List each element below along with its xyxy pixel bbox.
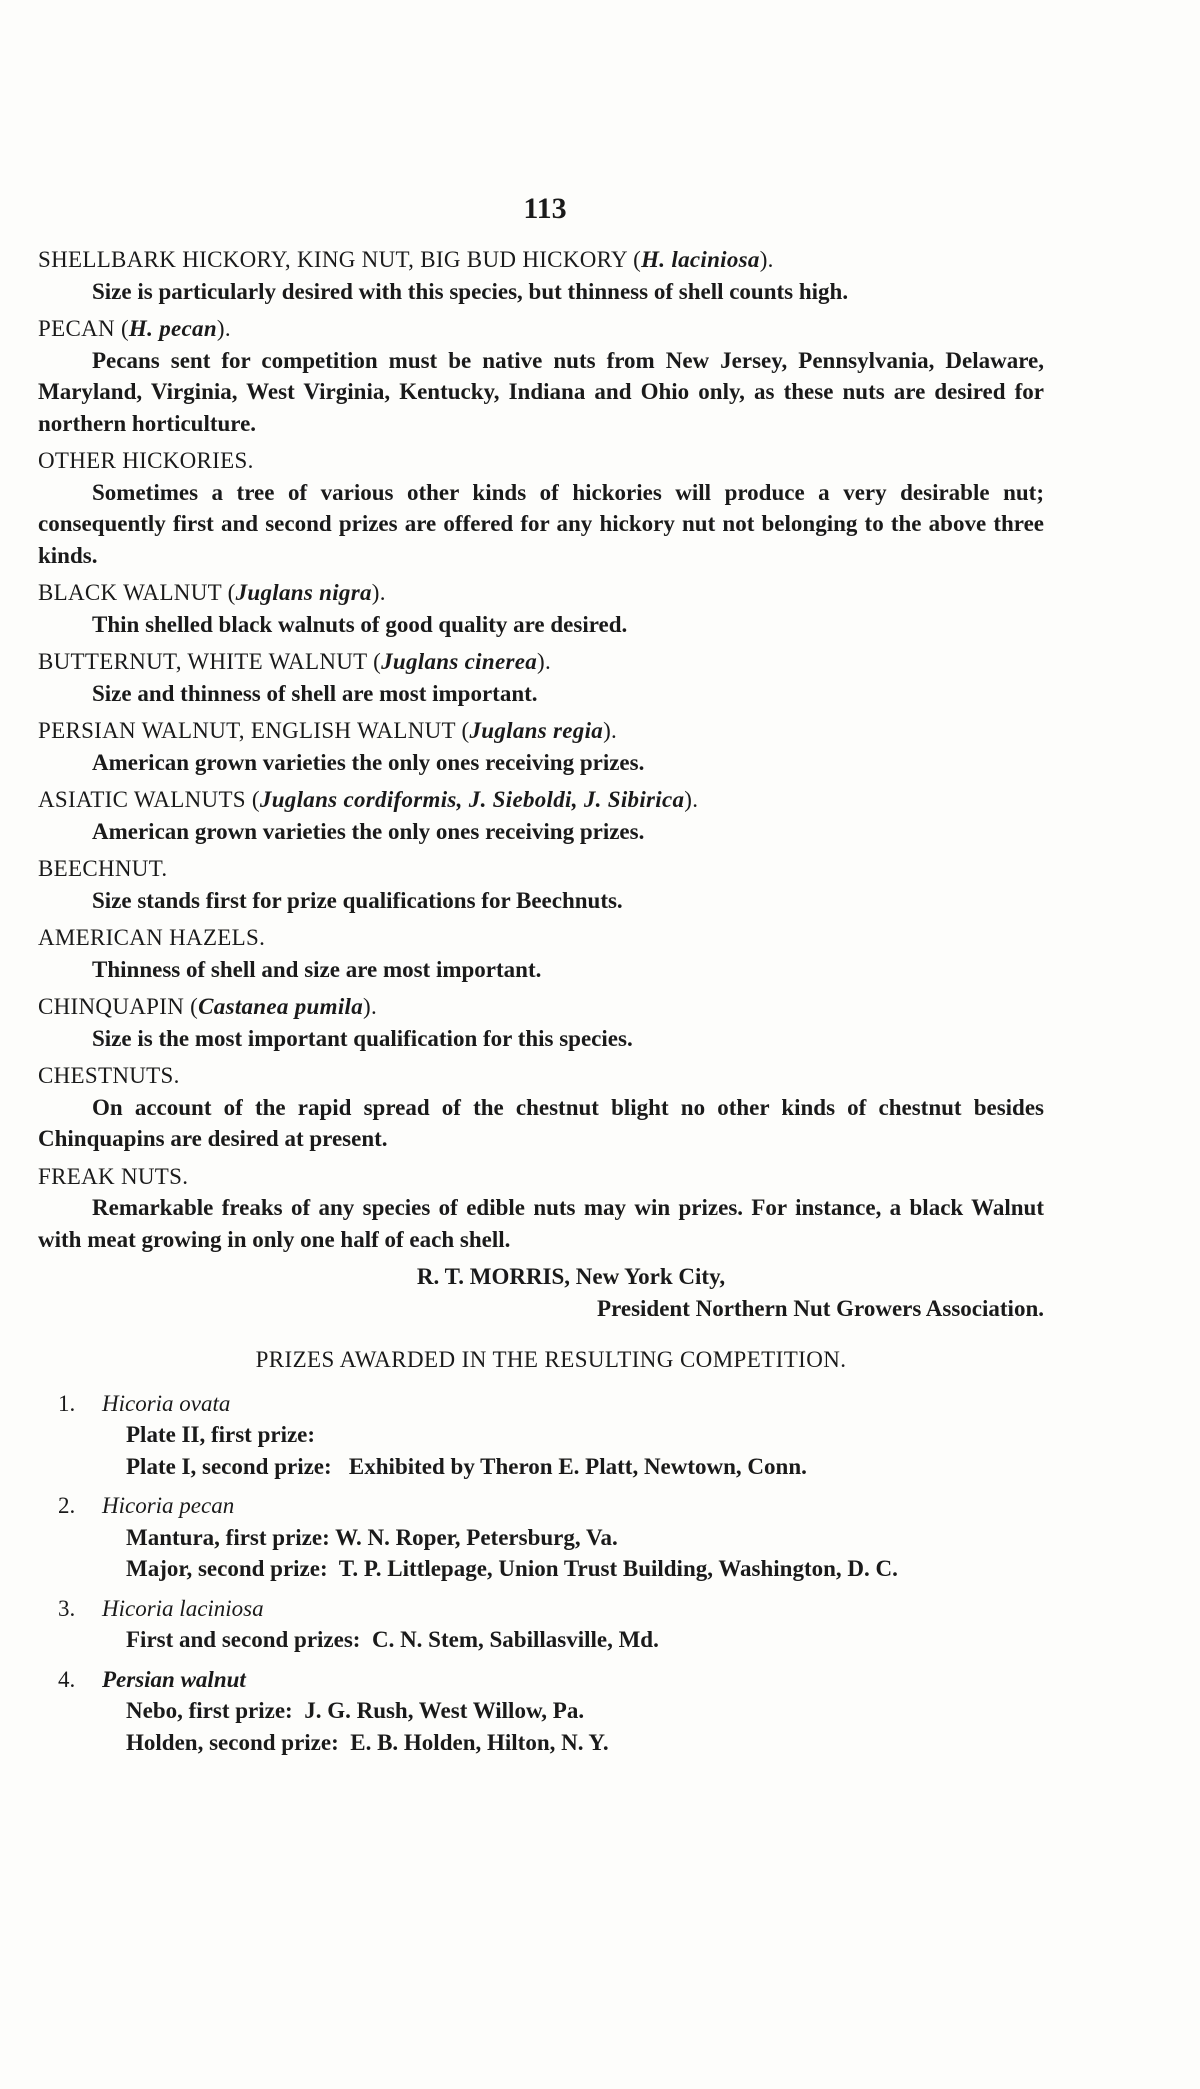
rule-heading-tail: ).: [537, 649, 552, 674]
rule-entry: [38, 577, 1044, 640]
rule-latin-name: Juglans cinerea: [381, 649, 538, 674]
rule-text: American grown varieties the only ones receiving prizes.: [92, 749, 645, 775]
rule-latin-name: H. pecan: [128, 316, 217, 341]
prize-number: 3.: [58, 1595, 76, 1621]
prize-detail: Plate II, first prize:: [126, 1422, 316, 1447]
rule-text: Remarkable freaks of any species of edible nuts may win prizes. For instance, a black Walnut with meat growing in only one half of each shell.: [38, 1195, 1044, 1252]
signature-title: President Northern Nut Growers Association.: [597, 1295, 1044, 1321]
rule-heading: [38, 922, 1044, 954]
rule-text: Thin shelled black walnuts of good quality are desired.: [92, 611, 628, 637]
competition-rules: [38, 244, 1044, 1255]
prize-species: Hicoria pecan: [102, 1493, 235, 1518]
rule-text: Size stands first for prize qualifications for Beechnuts.: [92, 887, 623, 913]
rule-heading-tail: ).: [363, 994, 378, 1019]
rule-heading: [38, 784, 1044, 816]
rule-latin-name: Juglans cordiformis, J. Sieboldi, J. Sibirica: [259, 787, 685, 812]
rule-heading-text: CHINQUAPIN (: [38, 994, 199, 1019]
prize-species: Persian walnut: [102, 1666, 246, 1692]
rule-heading: [38, 991, 1044, 1023]
rule-text: Pecans sent for competition must be native nuts from New Jersey, Pennsylvania, Delaware, Maryland, Virginia, West Virginia, Kentucky, Indiana and Ohio only, as these nuts are desired for northern horticulture.: [38, 347, 1044, 436]
rule-heading-text: PERSIAN WALNUT, ENGLISH WALNUT (: [38, 718, 470, 743]
prize-detail: Nebo, first prize: J. G. Rush, West Willow, Pa.: [126, 1698, 585, 1723]
prize-heading: [38, 1490, 1044, 1522]
rule-heading-text: FREAK NUTS.: [38, 1163, 189, 1189]
prize-number: 4.: [58, 1666, 76, 1692]
prize-heading: [38, 1664, 1044, 1696]
rule-entry: [38, 313, 1044, 439]
rule-heading-text: BEECHNUT.: [38, 856, 168, 881]
rule-text: Size and thinness of shell are most important.: [92, 680, 538, 706]
prize-heading: [38, 1388, 1044, 1420]
prize-species: Hicoria ovata: [102, 1390, 231, 1416]
rule-heading-text: CHESTNUTS.: [38, 1063, 180, 1088]
rule-heading-tail: ).: [684, 787, 699, 812]
rule-latin-name: Castanea pumila: [198, 994, 364, 1019]
page-number: 113: [523, 192, 567, 225]
rule-heading-text: AMERICAN HAZELS.: [38, 925, 266, 950]
rule-text: Size is particularly desired with this species, but thinness of shell counts high.: [92, 278, 849, 304]
rule-heading: [38, 244, 1044, 276]
rule-entry: [38, 1161, 1044, 1256]
prizes-list: [38, 1388, 1044, 1759]
rule-entry: [38, 1060, 1044, 1155]
rule-heading-tail: ).: [603, 718, 618, 743]
prizes-section-title: PRIZES AWARDED IN THE RESULTING COMPETITION.: [255, 1347, 847, 1372]
prize-item: [38, 1664, 1044, 1759]
prize-species: Hicoria laciniosa: [102, 1595, 264, 1621]
rule-latin-name: H. laciniosa: [641, 247, 760, 272]
rule-text: Thinness of shell and size are most important.: [92, 956, 542, 982]
page-content: [38, 244, 1044, 1766]
rule-heading: [38, 445, 1044, 477]
rule-entry: [38, 853, 1044, 916]
rule-heading-text: PECAN (: [38, 316, 129, 341]
rule-heading-tail: ).: [759, 247, 774, 272]
rule-entry: [38, 715, 1044, 778]
prize-heading: [38, 1593, 1044, 1625]
rule-text: Size is the most important qualification for this species.: [92, 1025, 633, 1051]
rule-entry: [38, 922, 1044, 985]
rule-heading-text: OTHER HICKORIES.: [38, 448, 254, 473]
rule-heading-tail: ).: [216, 316, 231, 341]
rule-entry: [38, 646, 1044, 709]
prize-detail: Holden, second prize: E. B. Holden, Hilton, N. Y.: [126, 1729, 609, 1755]
prize-detail: Mantura, first prize: W. N. Roper, Petersburg, Va.: [126, 1524, 618, 1550]
rule-heading: [38, 577, 1044, 609]
rule-entry: [38, 991, 1044, 1054]
rule-heading: [38, 313, 1044, 345]
signature-name: R. T. MORRIS, New York City,: [416, 1264, 726, 1289]
rule-latin-name: Juglans nigra: [235, 580, 372, 605]
rule-heading: [38, 853, 1044, 885]
rule-entry: [38, 445, 1044, 571]
rule-entry: [38, 244, 1044, 307]
prize-detail: Major, second prize: T. P. Littlepage, Union Trust Building, Washington, D. C.: [126, 1556, 898, 1581]
rule-heading: [38, 1060, 1044, 1092]
rule-heading-text: ASIATIC WALNUTS (: [38, 787, 260, 812]
rule-heading: [38, 1161, 1044, 1193]
prize-item: [38, 1490, 1044, 1585]
rule-heading-text: BLACK WALNUT (: [38, 580, 236, 605]
prize-item: [38, 1388, 1044, 1483]
prize-number: 2.: [58, 1493, 76, 1518]
rule-heading: [38, 715, 1044, 747]
rule-heading-text: BUTTERNUT, WHITE WALNUT (: [38, 649, 382, 674]
prize-detail: Plate I, second prize: Exhibited by Theron E. Platt, Newtown, Conn.: [126, 1453, 807, 1479]
rule-text: American grown varieties the only ones receiving prizes.: [92, 818, 645, 844]
rule-latin-name: Juglans regia: [469, 718, 604, 743]
rule-heading-text: SHELLBARK HICKORY, KING NUT, BIG BUD HICKORY (: [38, 247, 642, 272]
rule-heading: [38, 646, 1044, 678]
rule-text: On account of the rapid spread of the chestnut blight no other kinds of chestnut besides Chinquapins are desired at present.: [38, 1094, 1044, 1151]
rule-heading-tail: ).: [371, 580, 386, 605]
prize-detail: First and second prizes: C. N. Stem, Sabillasville, Md.: [126, 1627, 659, 1652]
rule-entry: [38, 784, 1044, 847]
rule-text: Sometimes a tree of various other kinds of hickories will produce a very desirable nut; consequently first and second prizes are offered for any hickory nut not belonging to the above three kinds.: [38, 479, 1044, 568]
prize-number: 1.: [58, 1390, 76, 1416]
prize-item: [38, 1593, 1044, 1656]
